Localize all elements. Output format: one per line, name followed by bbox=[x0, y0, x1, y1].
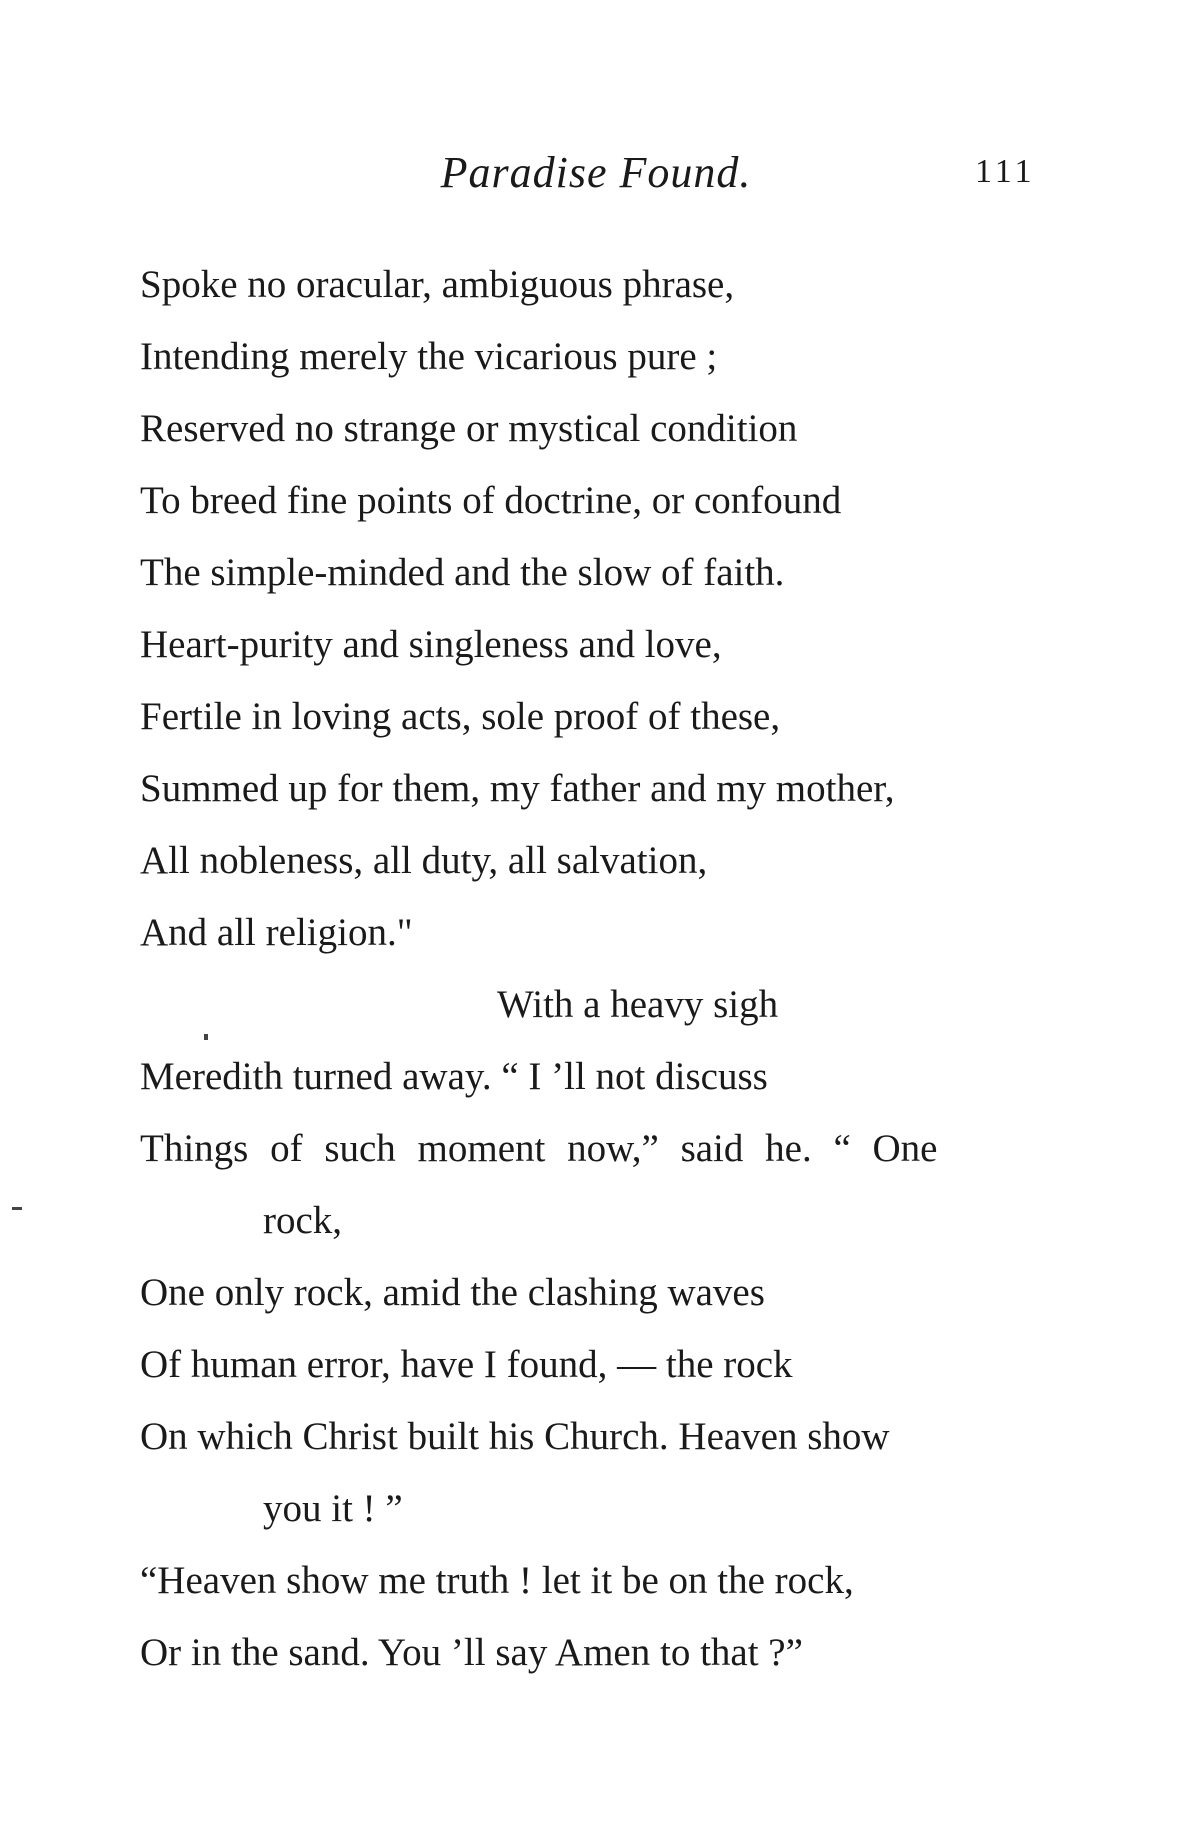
poem-line-turnover: rock, bbox=[263, 1199, 343, 1242]
running-title: Paradise Found. bbox=[440, 148, 752, 197]
poem-line: Of human error, have I found, — the rock bbox=[140, 1343, 793, 1386]
poem-line: “Heaven show me truth ! let it be on the rock, bbox=[140, 1559, 854, 1602]
poem-line: One only rock, amid the clashing waves bbox=[140, 1271, 765, 1314]
poem-line: Intending merely the vicarious pure ; bbox=[140, 335, 718, 378]
poem-line: Spoke no oracular, ambiguous phrase, bbox=[140, 263, 735, 306]
poem-line: Fertile in loving acts, sole proof of these, bbox=[140, 695, 781, 738]
poem-line: On which Christ built his Church. Heaven show bbox=[140, 1415, 890, 1458]
poem-line: Summed up for them, my father and my mother, bbox=[140, 767, 895, 810]
poem-line: Meredith turned away. “ I ’ll not discuss bbox=[140, 1055, 768, 1098]
page-number: 111 bbox=[975, 153, 1036, 190]
poem-line: To breed fine points of doctrine, or confound bbox=[140, 479, 842, 522]
poem-line: Things of such moment now,” said he. “ One bbox=[140, 1127, 938, 1170]
poem-line: Or in the sand. You ’ll say Amen to that ?” bbox=[140, 1631, 803, 1674]
poem-line-turnover: you it ! ” bbox=[263, 1487, 403, 1530]
poem-line: The simple-minded and the slow of faith. bbox=[140, 551, 785, 594]
poem-line: Heart-purity and singleness and love, bbox=[140, 623, 722, 666]
print-speck bbox=[12, 1207, 22, 1210]
poem-line: All nobleness, all duty, all salvation, bbox=[140, 839, 708, 882]
poem-line: With a heavy sigh bbox=[497, 983, 779, 1026]
poem-line: Reserved no strange or mystical condition bbox=[140, 407, 798, 450]
poem-line: And all religion." bbox=[140, 911, 413, 954]
print-speck bbox=[204, 1034, 208, 1040]
